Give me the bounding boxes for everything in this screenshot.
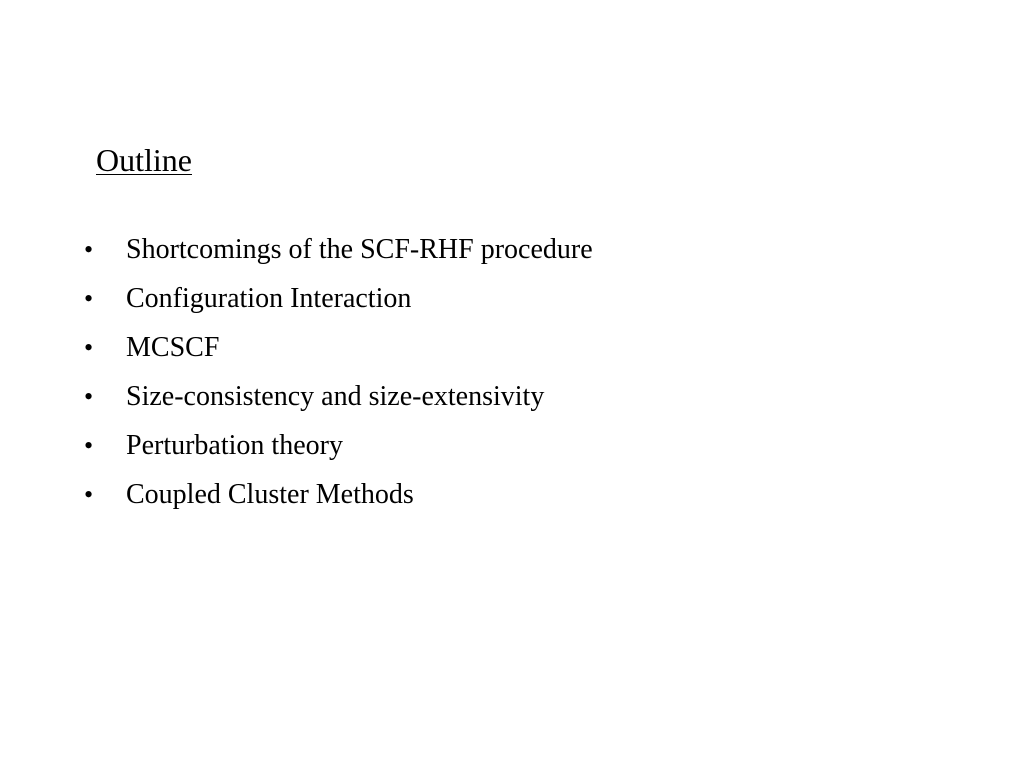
list-item-label: Size-consistency and size-extensivity bbox=[126, 381, 545, 412]
bullet-icon: • bbox=[84, 431, 94, 460]
list-item bbox=[84, 475, 593, 524]
bullet-icon: • bbox=[84, 480, 94, 509]
slide-title: Outline bbox=[96, 142, 192, 178]
list-item-label: Configuration Interaction bbox=[126, 283, 412, 314]
bullet-icon: • bbox=[84, 382, 94, 411]
list-item bbox=[84, 328, 593, 377]
list-item bbox=[84, 426, 593, 475]
list-item-label: Perturbation theory bbox=[126, 430, 343, 461]
bullet-icon: • bbox=[84, 333, 94, 362]
bullet-icon: • bbox=[84, 284, 94, 313]
list-item bbox=[84, 230, 593, 279]
list-item-label: Coupled Cluster Methods bbox=[126, 479, 414, 510]
list-item-label: MCSCF bbox=[126, 332, 220, 363]
list-item-label: Shortcomings of the SCF-RHF procedure bbox=[126, 234, 593, 265]
list-item bbox=[84, 377, 593, 426]
outline-list bbox=[84, 230, 593, 524]
bullet-icon: • bbox=[84, 235, 94, 264]
list-item bbox=[84, 279, 593, 328]
